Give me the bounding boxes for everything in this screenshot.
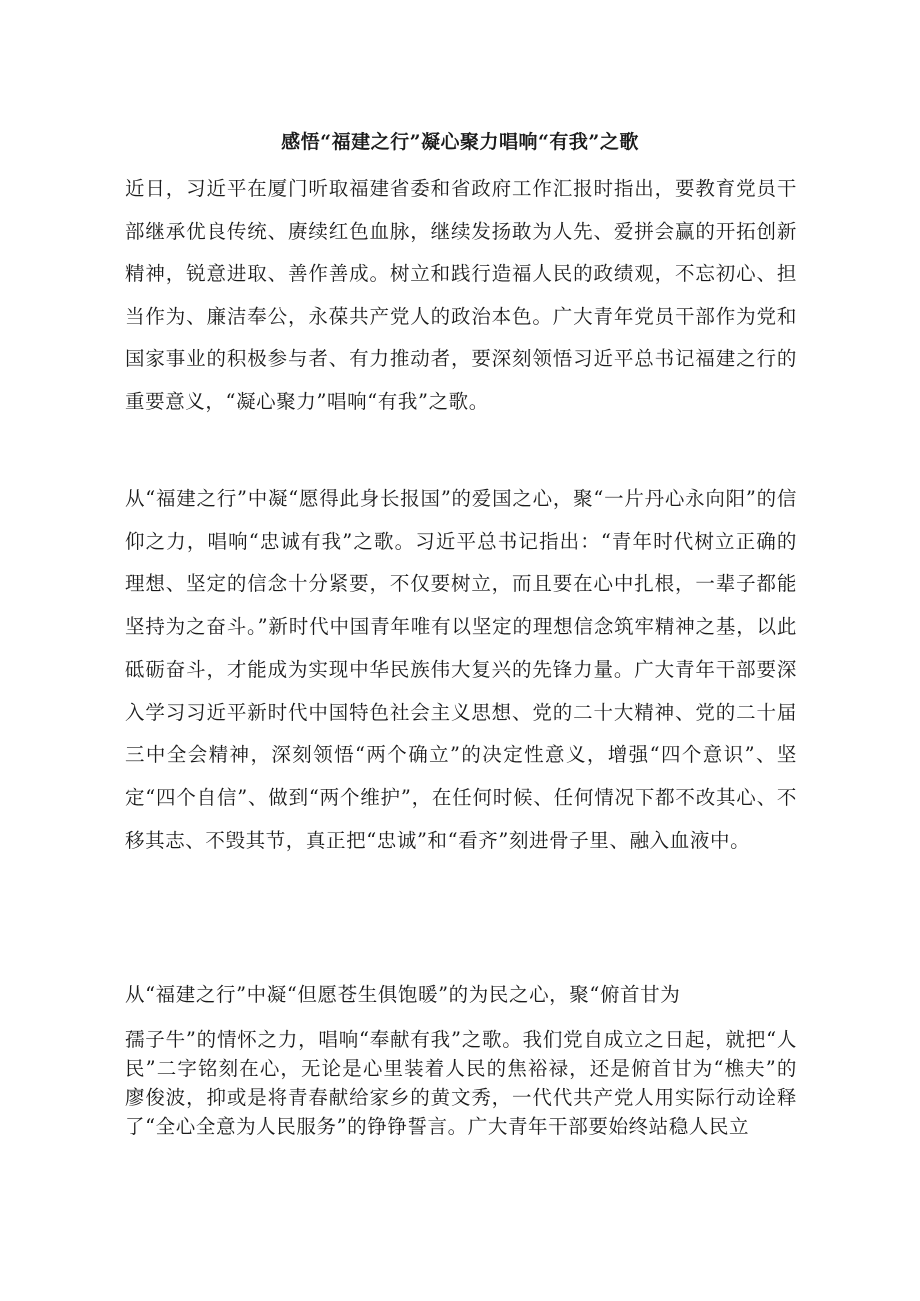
paragraph-service: 孺子牛”的情怀之力，唱响“奉献有我”之歌。我们党自成立之日起，就把“人民”二字铭刻在心，无论是心里装着人民的焦裕禄，还是俯首甘为“樵夫”的廖俊波，抑或是将青春献给家乡的黄文秀，一代代共产党人用实际行动诠释了“全心全意为人民服务”的铮铮誓言。广大青年干部要始终站稳人民立	[125, 1028, 797, 1138]
paragraph-intro: 近日，习近平在厦门听取福建省委和省政府工作汇报时指出，要教育党员干部继承优良传统、赓续红色血脉，继续发扬敢为人先、爱拼会赢的开拓创新精神，锐意进取、善作善成。树立和践行造福人民的政绩观，不忘初心、担当作为、廉洁奉公，永葆共产党人的政治本色。广大青年党员干部作为党和国家事业的积极参与者、有力推动者，要深刻领悟习近平总书记福建之行的重要意义，“凝心聚力”唱响“有我”之歌。	[125, 177, 797, 413]
document-title: 感悟“福建之行”凝心聚力唱响“有我”之歌	[281, 131, 639, 153]
paragraph-service-first-line: 从“福建之行”中凝“但愿苍生俱饱暖”的为民之心，聚“俯首甘为	[125, 983, 681, 1006]
paragraph-loyalty: 从“福建之行”中凝“愿得此身长报国”的爱国之心，聚“一片丹心永向阳”的信仰之力，唱响“忠诚有我”之歌。习近平总书记指出：“青年时代树立正确的理想、坚定的信念十分紧要，不仅要树立，而且要在心中扎根，一辈子都能坚持为之奋斗。”新时代中国青年唯有以坚定的理想信念筑牢精神之基，以此砥砺奋斗，才能成为实现中华民族伟大复兴的先锋力量。广大青年干部要深入学习习近平新时代中国特色社会主义思想、党的二十大精神、党的二十届三中全会精神，深刻领悟“两个确立”的决定性意义，增强“四个意识”、坚定“四个自信”、做到“两个维护”，在任何时候、任何情况下都不改其心、不移其志、不毁其节，真正把“忠诚”和“看齐”刻进骨子里、融入血液中。	[125, 487, 797, 852]
